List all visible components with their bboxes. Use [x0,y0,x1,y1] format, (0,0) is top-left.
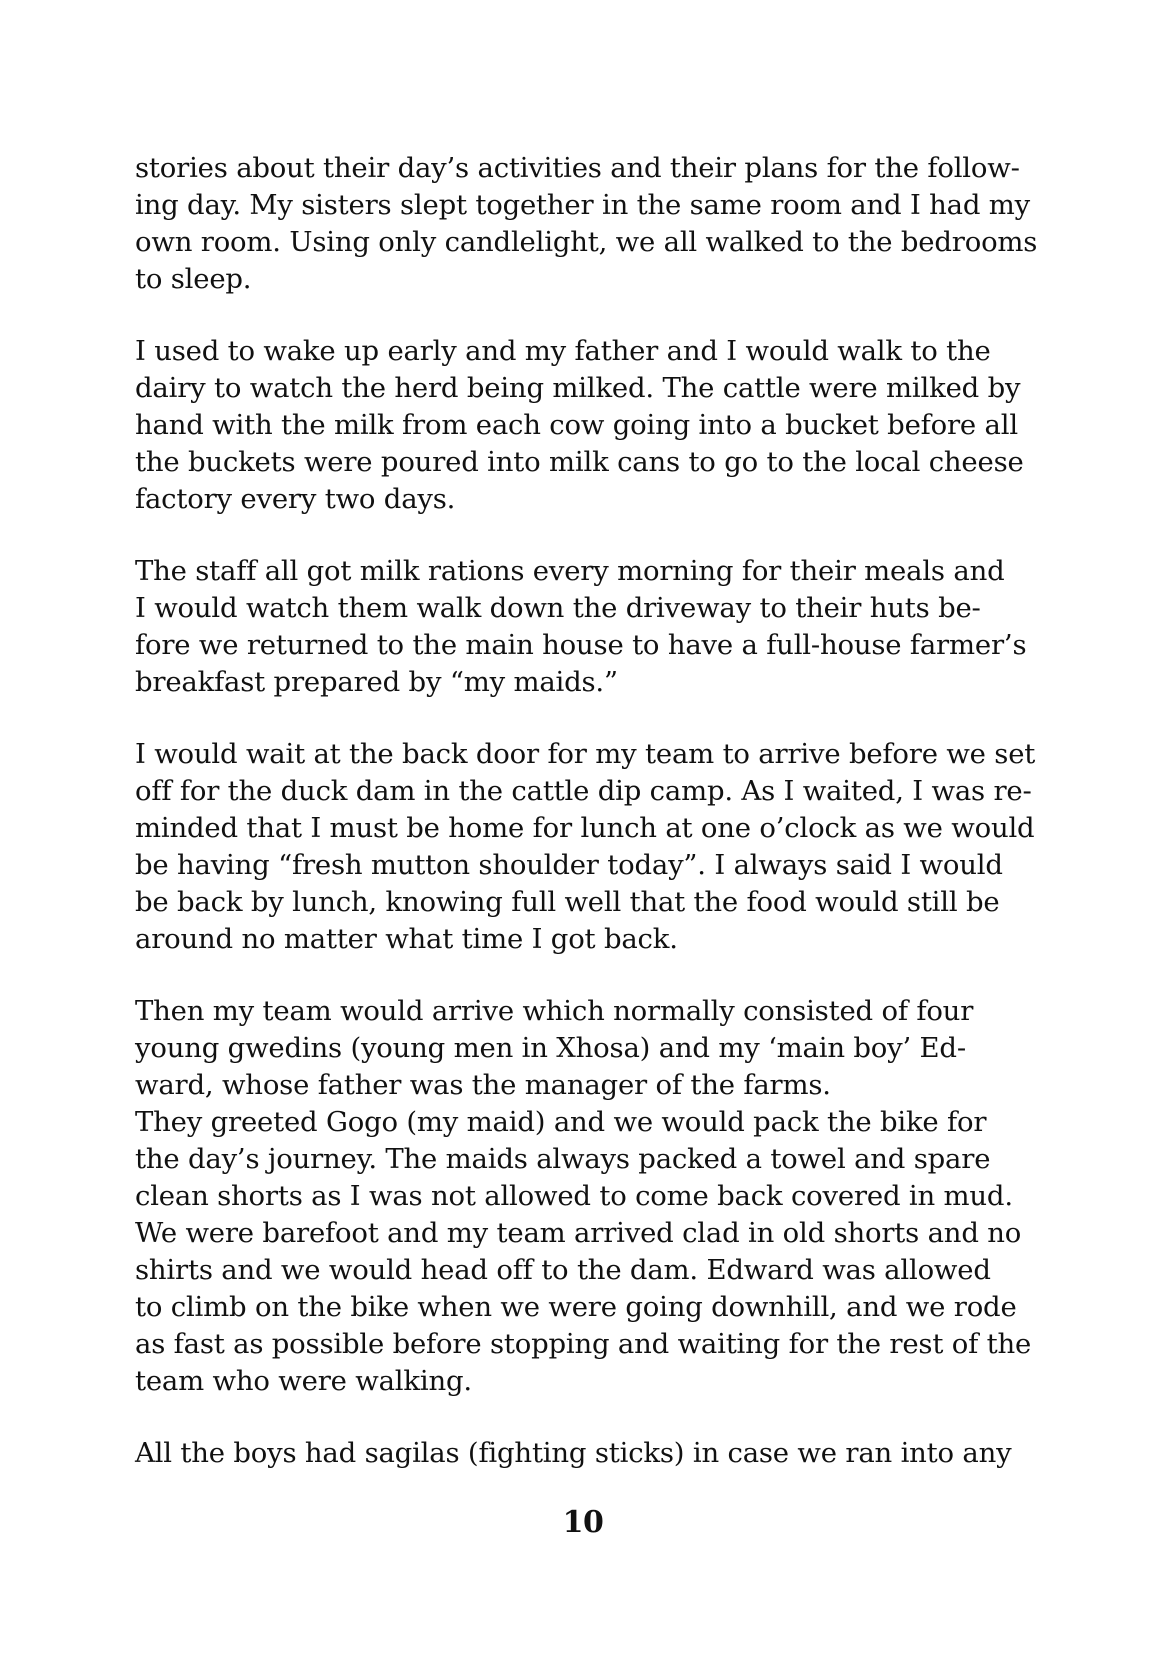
paragraph [135,150,1038,298]
paragraph [135,993,1032,1400]
text-line: minded that I must be home for lunch at one o’clock as we would [135,812,1035,844]
text-line: ing day. My sisters slept together in the same room and I had my [135,189,1031,221]
text-line: around no matter what time I got back. [135,923,678,955]
text-line: breakfast prepared by “my maids.” [135,666,618,698]
text-line: I would wait at the back door for my team to arrive before we set [135,738,1036,770]
paragraph [135,736,1036,958]
text-line: shirts and we would head off to the dam. Edward was allowed [135,1254,991,1286]
paragraph [135,553,1027,701]
text-line: I would watch them walk down the driveway to their huts be- [135,592,981,624]
text-line: stories about their day’s activities and their plans for the follow- [135,152,1020,184]
text-line: clean shorts as I was not allowed to come back covered in mud. [135,1180,1013,1212]
text-line: factory every two days. [135,483,456,515]
text-line: All the boys had sagilas (fighting sticks) in case we ran into any [135,1437,1012,1469]
text-line: team who were walking. [135,1365,472,1397]
text-line: hand with the milk from each cow going into a bucket before all [135,409,1018,441]
text-line: I used to wake up early and my father and I would walk to the [135,335,991,367]
text-line: to sleep. [135,263,252,295]
text-line: be back by lunch, knowing full well that the food would still be [135,886,1000,918]
paragraph [135,1435,1015,1472]
text-line: dairy to watch the herd being milked. The cattle were milked by [135,372,1021,404]
text-line: The staff all got milk rations every morning for their meals and [135,555,1005,587]
body-text [135,150,1038,1507]
text-line: the buckets were poured into milk cans to go to the local cheese [135,446,1024,478]
text-line: ward, whose father was the manager of the farms. [135,1069,831,1101]
paragraph [135,333,1024,518]
text-line: We were barefoot and my team arrived clad in old shorts and no [135,1217,1022,1249]
page-number: 10 [562,1505,604,1540]
text-line: fore we returned to the main house to have a full-house farmer’s [135,629,1027,661]
text-line: to climb on the bike when we were going downhill, and we rode [135,1291,1017,1323]
text-line: off for the duck dam in the cattle dip camp. As I waited, I was re- [135,775,1032,807]
text-line: own room. Using only candlelight, we all walked to the bedrooms [135,226,1038,258]
text-line: young gwedins (young men in Xhosa) and my ‘main boy’ Ed- [135,1032,966,1064]
text-line: They greeted Gogo (my maid) and we would pack the bike for [135,1106,987,1138]
text-line: be having “fresh mutton shoulder today”. I always said I would [135,849,1003,881]
text-line: the day’s journey. The maids always packed a towel and spare [135,1143,991,1175]
text-line: Then my team would arrive which normally consisted of four [135,995,974,1027]
text-line: as fast as possible before stopping and waiting for the rest of the [135,1328,1032,1360]
